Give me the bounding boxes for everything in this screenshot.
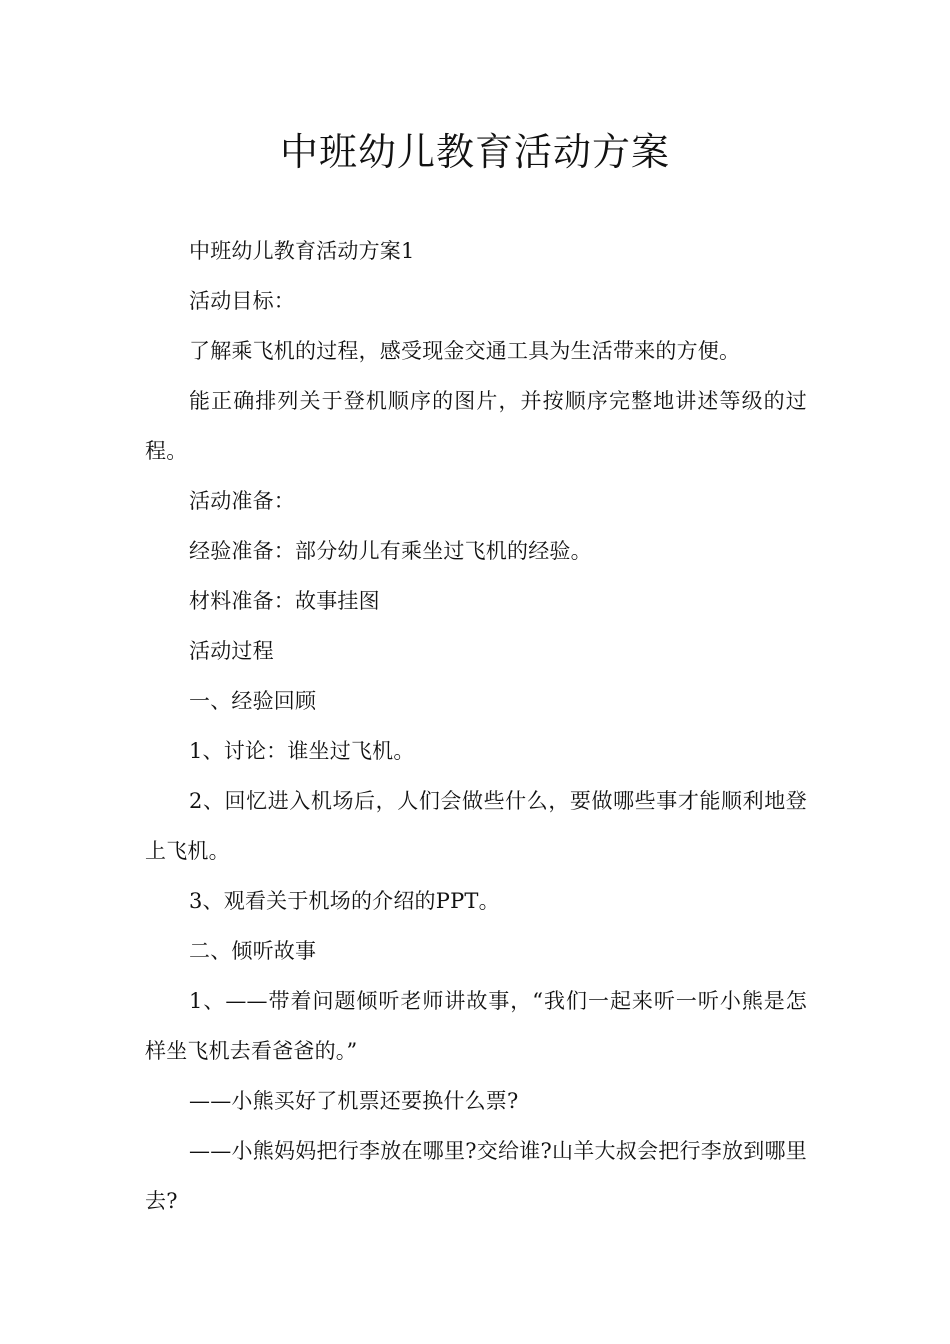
- paragraph-goal-1: 了解乘飞机的过程，感受现金交通工具为生活带来的方便。: [189, 339, 741, 363]
- paragraph-step-1: 1、讨论：谁坐过飞机。: [189, 739, 415, 763]
- paragraph-step-2: 2、回忆进入机场后，人们会做些什么，要做哪些事才能顺利地登上飞机。: [145, 789, 807, 863]
- document-title: 中班幼儿教育活动方案: [279, 130, 670, 174]
- paragraph-question-1: ——小熊买好了机票还要换什么票?: [189, 1089, 519, 1113]
- paragraph-section-2-heading: 二、倾听故事: [189, 939, 317, 963]
- paragraph-goal-2: 能正确排列关于登机顺序的图片，并按顺序完整地讲述等级的过程。: [145, 389, 807, 463]
- paragraph-question-2: ——小熊妈妈把行李放在哪里?交给谁?山羊大叔会把行李放到哪里去?: [145, 1139, 807, 1213]
- paragraph-story-step-1: 1、——带着问题倾听老师讲故事，“我们一起来听一听小熊是怎样坐飞机去看爸爸的。”: [145, 989, 807, 1063]
- paragraph-section-1-heading: 一、经验回顾: [189, 689, 317, 713]
- paragraph-step-3: 3、观看关于机场的介绍的PPT。: [189, 889, 500, 913]
- paragraph-experience-prep: 经验准备：部分幼儿有乘坐过飞机的经验。: [189, 539, 592, 563]
- paragraph-plan-heading: 中班幼儿教育活动方案1: [189, 239, 415, 263]
- paragraph-preparation-heading: 活动准备：: [189, 489, 295, 513]
- paragraph-material-prep: 材料准备：故事挂图: [189, 589, 380, 613]
- paragraph-process-heading: 活动过程: [189, 639, 274, 663]
- document-body: [145, 226, 807, 1226]
- paragraph-goals-heading: 活动目标：: [189, 289, 295, 313]
